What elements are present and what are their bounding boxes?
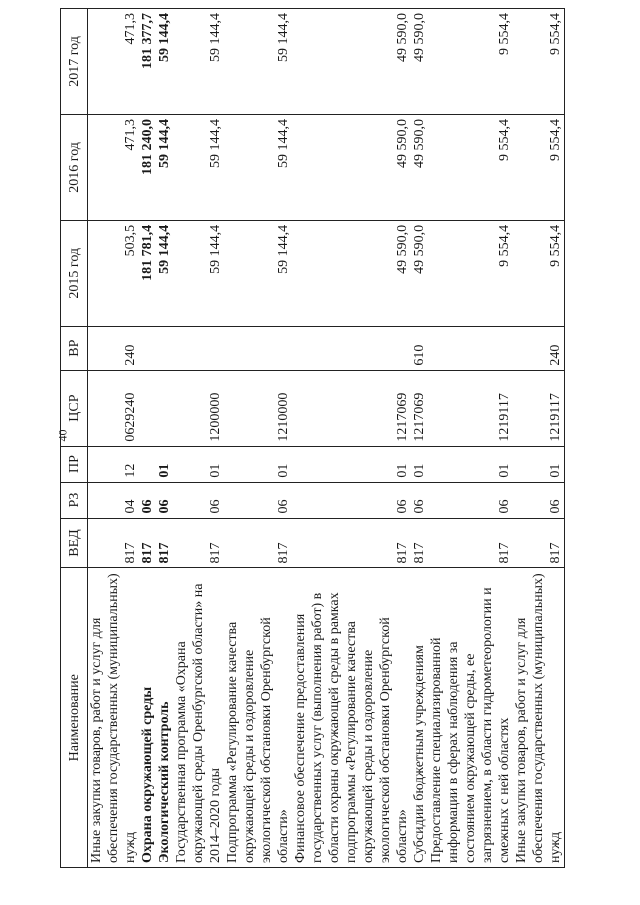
row-2016: 49 590,0 [411,114,428,220]
row-name: Субсидии бюджетным учреждениям [411,568,428,868]
row-2015: 9 554,4 [513,220,565,326]
row-csr: 1219117 [513,370,565,446]
row-2015: 49 590,0 [411,220,428,326]
row-2016: 471,3 [88,114,140,220]
row-2017: 59 144,4 [156,9,173,115]
row-vr [224,326,292,370]
row-2017: 9 554,4 [428,9,513,115]
row-vr [156,326,173,370]
row-ved: 817 [139,518,156,568]
table-row [428,9,513,868]
row-2015: 181 781,4 [139,220,156,326]
row-name: Иные закупки товаров, работ и услуг для обеспечения государственных (муниципальных) нужд [88,568,140,868]
row-2017: 59 144,4 [173,9,224,115]
row-pr: 01 [173,446,224,482]
row-2017: 59 144,4 [224,9,292,115]
rotated-page-content [60,8,620,868]
row-csr: 1217069 [292,370,411,446]
row-csr [139,370,156,446]
row-csr: 1217069 [411,370,428,446]
row-vr [173,326,224,370]
row-rz: 06 [292,482,411,518]
row-2016: 181 240,0 [139,114,156,220]
row-csr: 1200000 [173,370,224,446]
row-vr: 610 [411,326,428,370]
row-2015: 9 554,4 [428,220,513,326]
header-ved: ВЕД [61,518,88,568]
budget-table [60,8,565,868]
row-name: Государственная программа «Охрана окружающей среды Оренбургской области» на 2014–2020 годы [173,568,224,868]
table-row [224,9,292,868]
row-2015: 49 590,0 [292,220,411,326]
row-2015: 59 144,4 [156,220,173,326]
header-name: Наименование [61,568,88,868]
header-vr: ВР [61,326,88,370]
row-pr: 01 [513,446,565,482]
row-2015: 59 144,4 [173,220,224,326]
row-rz: 06 [224,482,292,518]
row-rz: 06 [428,482,513,518]
row-rz: 06 [139,482,156,518]
row-2017: 9 554,4 [513,9,565,115]
row-vr [428,326,513,370]
row-name: Подпрограмма «Регулирование качества окружающей среды и оздоровление экологической обстановки Оренбургской области» [224,568,292,868]
row-name: Предоставление специализированной информации в сферах наблюдения за состоянием окружающей среды, ее загрязнением, в области гидрометеорологии и смежных с ней областях [428,568,513,868]
header-2017: 2017 год [61,9,88,115]
row-pr: 01 [428,446,513,482]
row-ved: 817 [428,518,513,568]
row-vr: 240 [513,326,565,370]
row-rz: 06 [156,482,173,518]
row-csr: 1210000 [224,370,292,446]
header-csr: ЦСР [61,370,88,446]
row-2016: 59 144,4 [173,114,224,220]
row-name: Охрана окружающей среды [139,568,156,868]
row-2016: 59 144,4 [224,114,292,220]
row-rz: 06 [173,482,224,518]
row-2017: 471,3 [88,9,140,115]
row-vr [139,326,156,370]
header-rz: РЗ [61,482,88,518]
row-name: Финансовое обеспечение предоставления государственных услуг (выполнения работ) в области охраны окружающей среды в рамках подпрограммы «Регулирование качества окружающей среды и оздоровление экологической обстановки Оренбургской области» [292,568,411,868]
row-csr [156,370,173,446]
header-2015: 2015 год [61,220,88,326]
row-name: Экологический контроль [156,568,173,868]
row-pr [139,446,156,482]
row-csr: 1219117 [428,370,513,446]
row-pr: 12 [88,446,140,482]
row-name: Иные закупки товаров, работ и услуг для обеспечения государственных (муниципальных) нужд [513,568,565,868]
row-csr: 0629240 [88,370,140,446]
table-row [513,9,565,868]
row-rz: 06 [411,482,428,518]
row-2015: 59 144,4 [224,220,292,326]
row-ved: 817 [156,518,173,568]
table-row [411,9,428,868]
table-row [156,9,173,868]
table-row [139,9,156,868]
row-vr [292,326,411,370]
table-row [173,9,224,868]
table-row [88,9,140,868]
row-2016: 59 144,4 [156,114,173,220]
row-2017: 181 377,7 [139,9,156,115]
row-2016: 9 554,4 [428,114,513,220]
row-pr: 01 [292,446,411,482]
row-ved: 817 [224,518,292,568]
header-2016: 2016 год [61,114,88,220]
row-ved: 817 [173,518,224,568]
row-rz: 04 [88,482,140,518]
table-header-row [61,9,88,868]
row-pr: 01 [224,446,292,482]
row-pr: 01 [156,446,173,482]
row-vr: 240 [88,326,140,370]
table-row [292,9,411,868]
row-2017: 49 590,0 [411,9,428,115]
row-ved: 817 [513,518,565,568]
row-2017: 49 590,0 [292,9,411,115]
row-2016: 9 554,4 [513,114,565,220]
row-pr: 01 [411,446,428,482]
header-pr: ПР [61,446,88,482]
page-number: 40 [55,429,70,442]
row-ved: 817 [292,518,411,568]
row-ved: 817 [88,518,140,568]
row-2015: 503,5 [88,220,140,326]
row-rz: 06 [513,482,565,518]
row-ved: 817 [411,518,428,568]
row-2016: 49 590,0 [292,114,411,220]
